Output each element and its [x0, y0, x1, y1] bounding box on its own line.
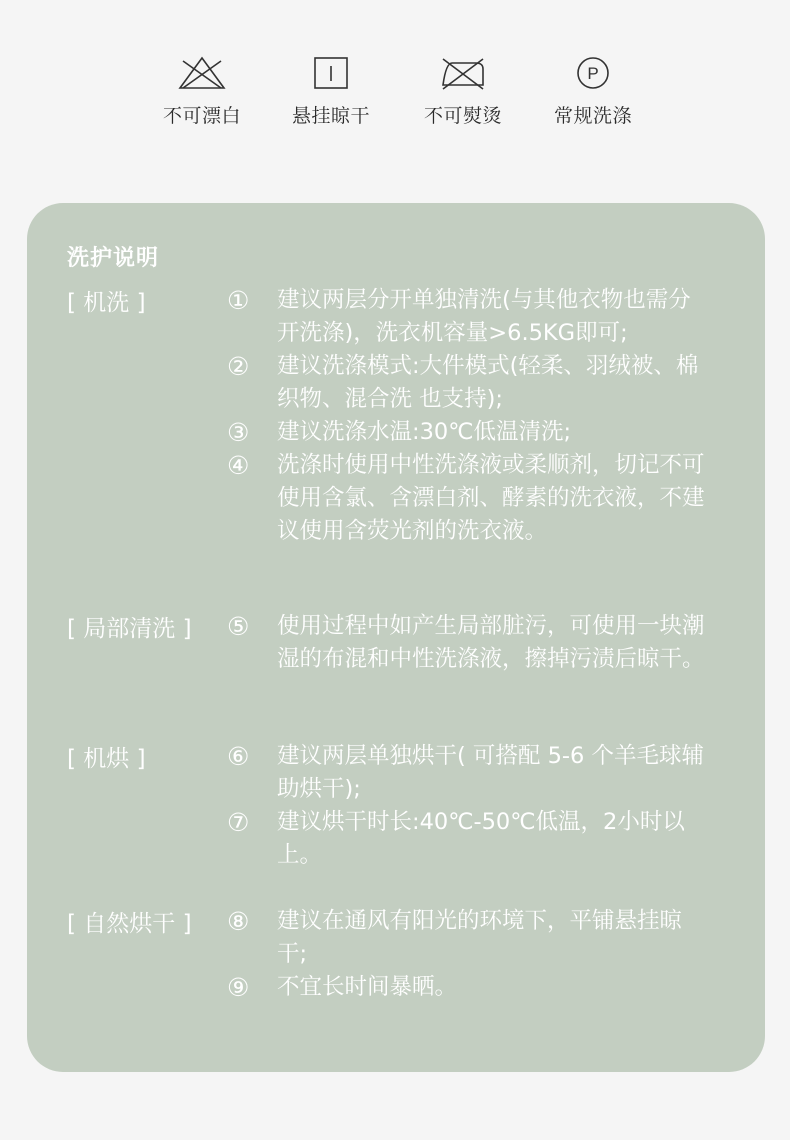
item-text: 不宜长时间暴晒。: [277, 974, 458, 1000]
item-number: ②: [227, 352, 250, 381]
section-label: [ 局部清洗 ]: [67, 616, 192, 642]
list-item: [27, 610, 765, 676]
care-label: 不可熨烫: [423, 105, 502, 127]
item-text: 建议两层单独烘干( 可搭配 5-6 个羊毛球辅助烘干);: [277, 743, 704, 802]
care-item-dry-clean: [528, 55, 658, 128]
list-item: [27, 350, 765, 416]
section-machine-wash: [27, 284, 765, 548]
list-item: [27, 284, 765, 350]
line-dry-icon: [306, 55, 356, 91]
list-item: [27, 971, 765, 1004]
list-item: [27, 416, 765, 449]
section-label: [ 机洗 ]: [67, 290, 146, 316]
care-label: 常规洗涤: [553, 105, 632, 127]
item-text: 建议在通风有阳光的环境下，平铺悬挂晾干;: [277, 908, 683, 967]
item-number: ④: [227, 451, 250, 480]
section-machine-dry: [27, 740, 765, 872]
section-air-dry: [27, 905, 765, 1004]
care-item-no-bleach: [137, 55, 267, 128]
list-item: [27, 905, 765, 971]
item-number: ①: [227, 286, 250, 315]
care-item-no-iron: [398, 55, 528, 128]
no-iron-icon: [438, 55, 488, 91]
item-text: 建议烘干时长:40℃-50℃低温，2小时以上。: [277, 809, 685, 868]
care-icons-row: [0, 55, 790, 145]
panel-title: 洗护说明: [67, 246, 160, 271]
list-item: [27, 449, 765, 548]
section-label: [ 自然烘干 ]: [67, 911, 192, 937]
item-text: 建议洗涤模式:大件模式(轻柔、羽绒被、棉织物、混合洗 也支持);: [277, 353, 699, 412]
item-number: ⑨: [227, 973, 250, 1002]
care-label: 不可漂白: [162, 105, 241, 127]
section-spot-clean: [27, 610, 765, 676]
item-number: ⑥: [227, 742, 250, 771]
item-text: 建议两层分开单独清洗(与其他衣物也需分开洗涤)，洗衣机容量>6.5KG即可;: [277, 287, 691, 346]
section-label: [ 机烘 ]: [67, 746, 146, 772]
list-item: [27, 806, 765, 872]
svg-text:P: P: [587, 64, 599, 83]
item-number: ⑤: [227, 612, 250, 641]
item-number: ⑦: [227, 808, 250, 837]
list-item: [27, 740, 765, 806]
care-label: 悬挂晾干: [291, 105, 370, 127]
no-bleach-icon: [177, 55, 227, 91]
dry-clean-p-icon: [568, 55, 618, 91]
item-number: ③: [227, 418, 250, 447]
care-item-line-dry: [266, 55, 396, 128]
item-text: 建议洗涤水温:30℃低温清洗;: [277, 419, 572, 445]
item-number: ⑧: [227, 907, 250, 936]
item-text: 使用过程中如产生局部脏污，可使用一块潮湿的布混和中性洗涤液，擦掉污渍后晾干。: [277, 613, 705, 672]
item-text: 洗涤时使用中性洗涤液或柔顺剂，切记不可使用含氯、含漂白剂、酵素的洗衣液，不建议使用含荧光剂的洗衣液。: [277, 452, 705, 544]
care-instructions-panel: [27, 203, 765, 1072]
